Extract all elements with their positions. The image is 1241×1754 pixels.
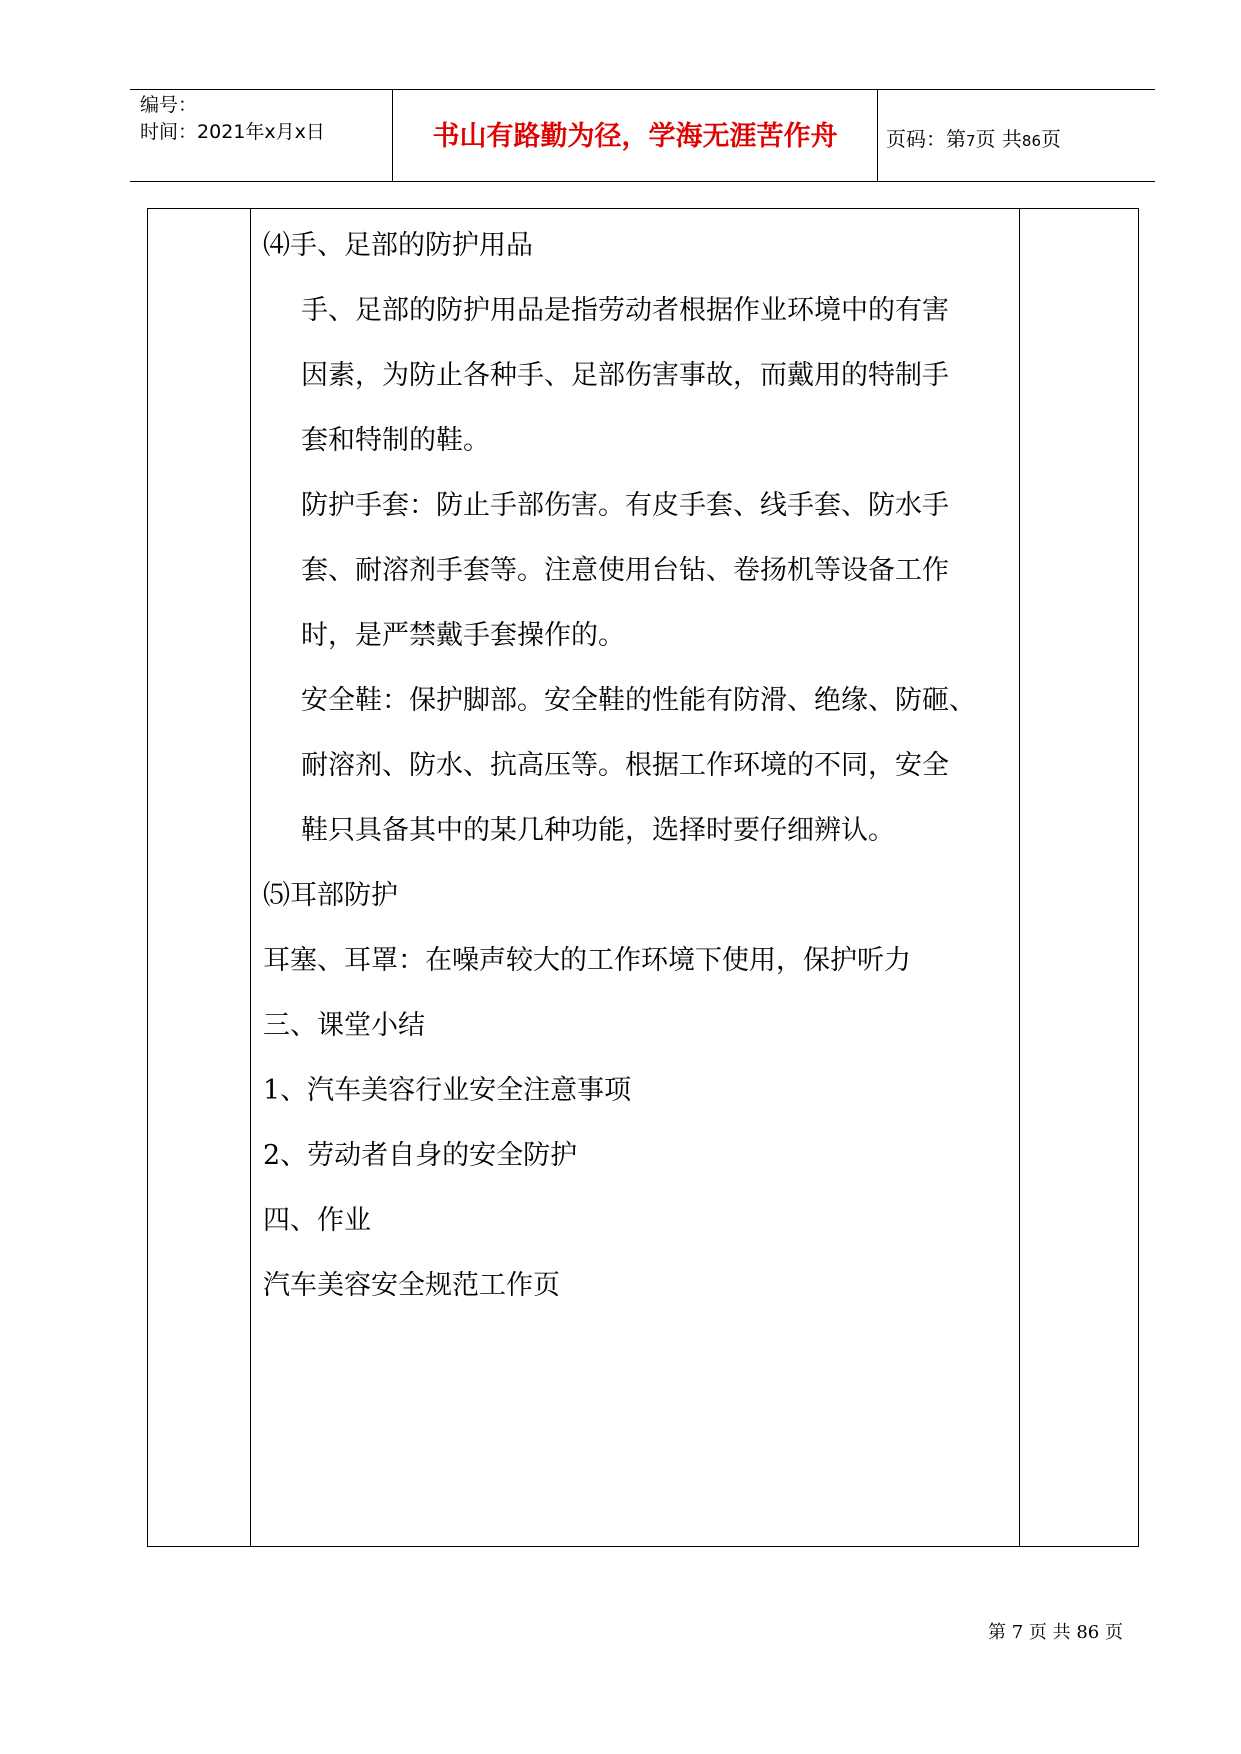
table-column-divider-left — [250, 208, 251, 1547]
paragraph-line: 防护手套：防止手部伤害。有皮手套、线手套、防水手 — [301, 490, 949, 521]
paragraph-line: 耳塞、耳罩：在噪声较大的工作环境下使用，保护听力 — [263, 945, 911, 976]
section-homework-title: 四、作业 — [263, 1205, 371, 1236]
header-divider-right — [877, 90, 878, 182]
paragraph-line: 因素，为防止各种手、足部伤害事故，而戴用的特制手 — [301, 360, 949, 391]
paragraph-line: 鞋只具备其中的某几种功能，选择时要仔细辨认。 — [301, 815, 895, 846]
doc-number-label: 编号： — [140, 94, 198, 116]
header-meta — [140, 92, 325, 146]
paragraph-line: 套和特制的鞋。 — [301, 425, 490, 456]
paragraph-line: 手、足部的防护用品是指劳动者根据作业环境中的有害 — [301, 295, 949, 326]
homework-item: 汽车美容安全规范工作页 — [263, 1270, 560, 1301]
heading-hand-foot: ⑷手、足部的防护用品 — [263, 230, 533, 261]
page-end: 页 — [1041, 127, 1061, 151]
paragraph-line: 安全鞋：保护脚部。安全鞋的性能有防滑、绝缘、防砸、 — [301, 685, 976, 716]
summary-item: 1、汽车美容行业安全注意事项 — [263, 1075, 632, 1106]
header-bottom-rule — [130, 181, 1155, 182]
paragraph-line: 套、耐溶剂手套等。注意使用台钻、卷扬机等设备工作 — [301, 555, 949, 586]
content-cell — [263, 213, 1013, 1318]
paragraph-line: 时，是严禁戴手套操作的。 — [301, 620, 625, 651]
table-column-divider-right — [1019, 208, 1020, 1547]
header-motto: 书山有路勤为径，学海无涯苦作舟 — [432, 121, 838, 152]
heading-ear: ⑸耳部防护 — [263, 880, 398, 911]
page-total: 86 — [1021, 132, 1041, 150]
page-current: 7 — [966, 132, 976, 150]
header-page-info — [886, 123, 1061, 152]
header-top-rule — [130, 89, 1155, 90]
section-summary-title: 三、课堂小结 — [263, 1010, 425, 1041]
doc-time — [140, 119, 325, 146]
page-label: 页码：第 — [886, 127, 966, 151]
page-mid: 页 共 — [975, 127, 1022, 151]
paragraph-line: 耐溶剂、防水、抗高压等。根据工作环境的不同，安全 — [301, 750, 949, 781]
doc-time-label: 时间： — [140, 121, 198, 143]
summary-item: 2、劳动者自身的安全防护 — [263, 1140, 578, 1171]
doc-time-value: 2021年x月x日 — [197, 121, 325, 143]
page-footer: 第 7 页 共 86 页 — [988, 1622, 1123, 1643]
